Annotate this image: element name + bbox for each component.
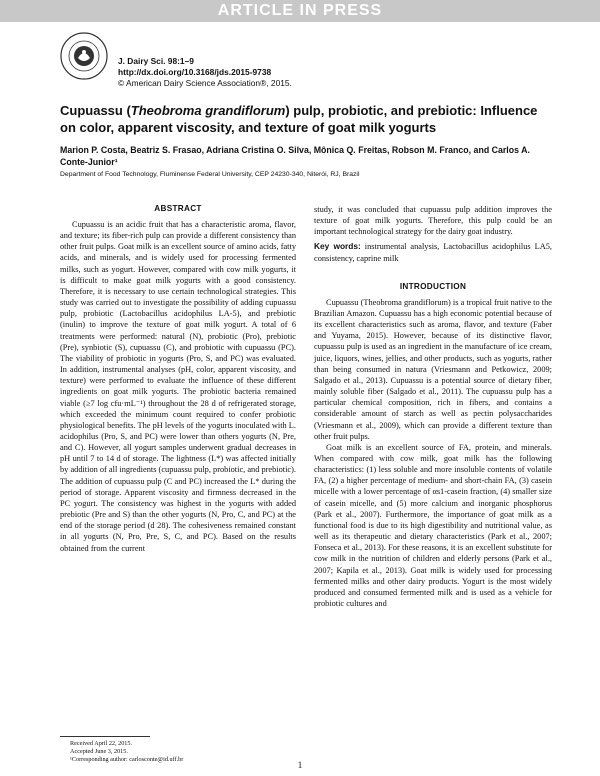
intro-paragraph-1: Cupuassu (Theobroma grandiflorum) is a tropical fruit native to the Brazilian Amazon. Cupuassu has a high economic potential because of its excellent characteristics such as aroma, flavor, and texture (Faber and Yuyama, 2015). However, because of its distinctive flavor, cupuassu pulp is used as an ingredient in the manufacture of ice cream, juice, liquors, wines, jellies, and other products, such as yogurts, rather than being consumed in natura (Vriesmann and Petkowicz, 2009; Salgado et al., 2013). Cupuassu is a potential source of dietary fiber, mainly soluble fiber (Salgado et al., 2011). The cupuassu pulp has a particular chemical composition, rich in fibers, and contains a considerable amount of starch as well as pectin polysaccharides (Vriesmann et al., 2009), which can provide a different texture than other fruit pulps. [314, 297, 552, 441]
abstract-text: Cupuassu is an acidic fruit that has a characteristic aroma, flavor, and texture; its fiber-rich pulp can provide a different consistency than other fruit pulps. Goat milk is an excellent source of amino acids, fatty acids, and minerals, and is widely used for processing fermented milks, such as yogurt. However, compared with cow milk yogurts, it is difficult to make goat milk yogurts with a good consistency. Therefore, it is necessary to use certain technological strategies. This study was carried out to investigate the possibility of adding cupuassu pulp, probiotic (Lactobacillus acidophilus LA-5), and prebiotic (inulin) to improve the texture of goat milk yogurt. A total of 6 treatments were performed: natural (N), probiotic (Pro), prebiotic (Pre), synbiotic (S), cupuassu (C), and probiotic with cupuassu (PC). The viability of probiotic in yogurts (Pro, S, and PC) was evaluated. In addition, instrumental analyses (pH, color, apparent viscosity, and texture) were performed to evaluate the influence of these different ingredients on goat milk yogurts. The probiotic bacteria remained viable (≥7 log cfu·mL⁻¹) throughout the 28 d of refrigerated storage, which exceeded the minimum count required to confer probiotic physiological benefits. The pH levels of the yogurts inoculated with L. acidophilus (Pro, S, and PC) were lower than others yogurts (N, Pre, and C). However, all yogurt samples underwent gradual decreases in pH until 7 to 14 d of storage. The lightness (L*) was affected initially by addition of all ingredients (cupuassu pulp, probiotic, and prebiotic). The addition of cupuassu pulp (C and PC) increased the L* during the period of storage. Apparent viscosity and firmness decreased in the PC yogurt. The consistency was highest in the yogurts with added prebiotic (Pre and S) than the other yogurts (N, Pro, C, and PC) at the end of the storage period (d 28). The cohesiveness remained constant in all yogurts (N, Pro, Pre, S, C, and PC). Based on the results obtained from the current [60, 220, 296, 553]
abstract-continuation: study, it was concluded that cupuassu pulp addition improves the texture of goat milk yogurts. Therefore, this pulp could be an important technological strategy for the dairy goat industry. [314, 205, 552, 237]
corresponding-author: ¹Corresponding author: carlosconte@id.uff.br [70, 755, 184, 763]
right-column [314, 204, 552, 609]
keywords [314, 241, 552, 263]
affiliation: Department of Food Technology, Fluminense Federal University, CEP 24230-340, Niterói, RJ, Brazil [60, 171, 360, 178]
received-date: Received April 22, 2015. [70, 740, 133, 747]
keywords-text: instrumental analysis, Lactobacillus acidophilus LA5, consistency, caprine milk [314, 242, 552, 263]
left-column [60, 204, 296, 554]
page-number: 1 [297, 760, 303, 770]
introduction-heading: INTRODUCTION [399, 281, 467, 291]
intro-paragraph-2: Goat milk is an excellent source of FA, protein, and minerals. When compared with cow milk, goat milk has the following characteristics: (1) less soluble and more insoluble contents of volatile FA, (2) a higher percentage of medium- and short-chain FA, (3) casein micelle with a lower percentage of αs1-casein fraction, (4) smaller size of casein micelle, and (5) more calcium and inorganic phosphorus (Park et al., 2007). Furthermore, the importance of goat milk as a functional food is due to its high digestibility and nutritional value, as well as its therapeutic and dietary characteristics (Park et al., 2007; Fonseca et al., 2013). For these reasons, it is an excellent substitute for cow milk in the nutrition of children and elderly persons (Park et al., 2007; Kapila et al., 2013). Goat milk is widely used for processing fermented milks and other dairy products. Yogurt is the most widely produced and consumed fermented milk and is used as a vehicle for probiotic cultures and [314, 442, 552, 608]
keywords-label: Key words: [314, 241, 361, 252]
accepted-date: Accepted June 3, 2015. [70, 747, 128, 755]
journal-info [118, 56, 292, 89]
species-name: Theobroma grandiflorum [130, 103, 286, 118]
abstract-heading: ABSTRACT [154, 204, 202, 213]
adsa-logo [60, 32, 108, 80]
article-title: Cupuassu (Theobroma grandiflorum) pulp, probiotic, and prebiotic: Influence on color, apparent viscosity, and texture of goat milk yogurts [60, 103, 538, 135]
article-in-press-banner: ARTICLE IN PRESS [0, 0, 600, 22]
author-list: Marion P. Costa, Beatriz S. Frasao, Adriana Cristina O. Silva, Mônica Q. Freitas, Robson M. Franco, and Carlos A. Conte-Junior¹ [60, 145, 530, 167]
footnote-divider [60, 736, 150, 737]
copyright: © American Dairy Science Association®, 2015. [118, 78, 292, 88]
journal-citation: J. Dairy Sci. 98:1–9 [118, 56, 194, 66]
doi-link[interactable]: http://dx.doi.org/10.3168/jds.2015-9738 [118, 67, 272, 77]
